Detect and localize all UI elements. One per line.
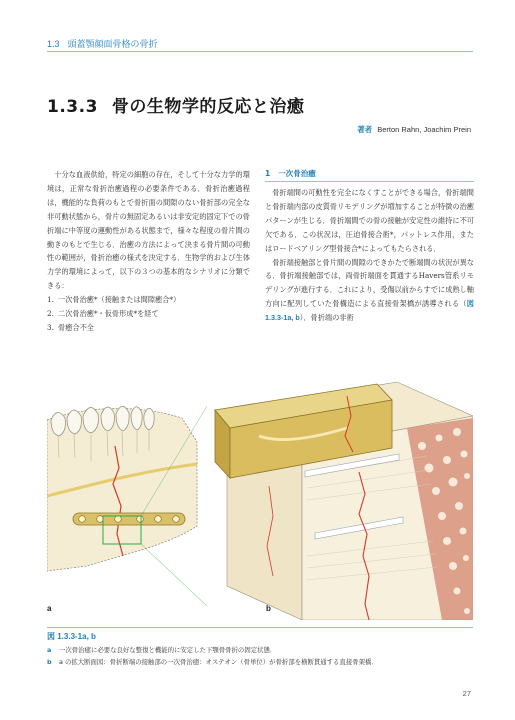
chapter-number: 1.3.3 xyxy=(47,97,98,117)
chapter-title-text: 骨の生物学的反応と治癒 xyxy=(111,97,305,117)
running-header-number: 1.3 xyxy=(47,39,60,49)
list-item-number: 2. xyxy=(47,309,54,319)
caption-text-b: a の拡大断面図：骨折断端の接触部の一次骨治癒：オステオン（骨単位）が骨折部を横断貫通する直接骨架橋． xyxy=(59,658,378,666)
right-paragraph-1: 骨折端間の可動性を完全になくすことができる場合，骨折端間と骨折端内部の皮質骨リモデリングが増加することが特徴の治癒パターンが生じる．骨折端間での骨の接触が安定性の維持に不可欠である．この状況は，圧迫骨接合術*，パットレス作用，またはロードベアリング型骨接合*によってもたらされる． xyxy=(265,188,474,253)
subsection-title: 一次骨治癒 xyxy=(278,169,316,178)
caption-line-a xyxy=(47,645,276,654)
list-item-number: 3. xyxy=(47,322,54,332)
figure-reference-link[interactable]: 図 1.3.3-1a, b xyxy=(265,299,474,323)
chapter-title xyxy=(47,92,304,117)
panel-label-a: a xyxy=(47,604,52,613)
figure-illustration xyxy=(47,376,473,620)
right-paragraph-2-text: 骨折端接触部と骨片間の間隙のできかたで断端間の状況が異なる．骨折端接触部では，両骨折端面を貫通するHavers管系リモデリングが進行する．これにより，受傷以前からすでに成熟し軸方向に配列していた骨構造による直接骨架橋が誘導される（ xyxy=(265,257,474,309)
figure xyxy=(47,376,473,620)
panel-a-mandible xyxy=(47,406,207,606)
running-header-title: 頭蓋顎顔面骨格の骨折 xyxy=(67,39,158,49)
running-header xyxy=(47,37,158,50)
list-item-text: 二次骨治癒*・仮骨形成*を経て xyxy=(58,309,159,319)
caption-text-a: 一次骨治癒に必要な良好な整復と機能的に安定した下顎骨骨折の固定状態． xyxy=(59,646,277,654)
subsection-heading xyxy=(265,168,316,179)
caption-label-a: a xyxy=(47,646,52,654)
list-item xyxy=(47,321,250,335)
header-rule xyxy=(47,51,473,52)
list-item xyxy=(47,307,250,321)
right-column xyxy=(265,186,474,325)
right-paragraph-2 xyxy=(265,256,474,326)
subsection-number: 1 xyxy=(265,169,271,178)
caption-title: 図 1.3.3-1a, b xyxy=(47,632,96,641)
list-item-number: 1. xyxy=(47,295,54,305)
left-paragraph: 十分な血液供給，特定の細胞の存在，そして十分な力学的環境は，正常な骨折治癒過程の必要条件である．骨折治癒過程は，機能的な負荷のもとで骨折面の間隙のない骨折部の完全な非可動状態から，骨片の無固定あるいは非安定的固定下での骨折端に中等度の運動性がある状態まで，様々な程度の骨片間の動きのもとで生じる．治癒の方法によって決まる骨片間の可動性の範囲が，骨折治癒の様式を決定する．生物学的および生体力学的環境によって，以下の３つの基本的なシナリオに分類できる： xyxy=(47,170,250,291)
scenario-list xyxy=(47,293,250,335)
panel-label-b: b xyxy=(266,604,271,613)
list-item-text: 骨癒合不全 xyxy=(58,322,94,332)
authors-line xyxy=(357,124,471,135)
left-column xyxy=(47,168,250,335)
list-item xyxy=(47,293,250,307)
panel-b-section xyxy=(215,382,473,620)
caption-label-b: b xyxy=(47,658,52,666)
caption-rule xyxy=(47,627,473,628)
right-paragraph-2-tail: ）．骨折端の非術 xyxy=(299,313,354,323)
page-number: 27 xyxy=(462,689,471,698)
authors-names: Berton Rahn, Joachim Prein xyxy=(377,125,471,134)
subsection-rule xyxy=(265,181,474,182)
caption-line-b xyxy=(47,657,378,666)
list-item-text: 一次骨治癒*（接触または間隙癒合*） xyxy=(58,295,181,305)
authors-label: 著者 xyxy=(357,125,373,134)
plate xyxy=(73,513,185,525)
